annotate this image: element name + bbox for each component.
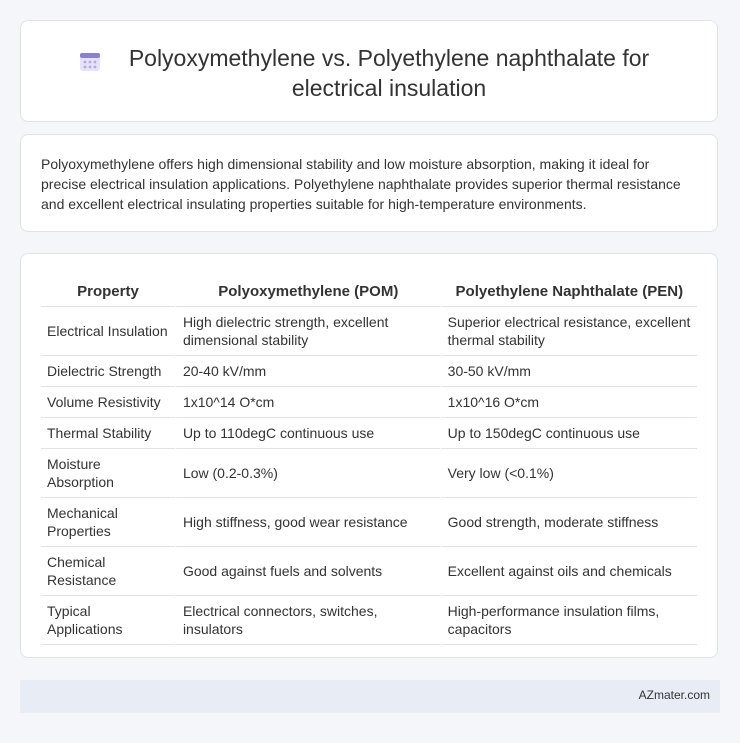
table-row <box>41 418 697 449</box>
row-property: Typical Applications <box>41 596 175 645</box>
row-pen-value: Up to 150degC continuous use <box>440 418 697 449</box>
calendar-icon <box>79 50 101 72</box>
row-property: Electrical Insulation <box>41 307 175 356</box>
title-wrap <box>21 43 717 103</box>
row-pen-value: Very low (<0.1%) <box>440 449 697 498</box>
comparison-card <box>20 253 718 658</box>
row-pom-value: Up to 110degC continuous use <box>175 418 440 449</box>
intro-text: Polyoxymethylene offers high dimensional stability and low moisture absorption, making it ideal for precise electrical insulation applications. Polyethylene naphthalate provides superior thermal resistance and excellent electrical insulating properties suitable for high-temperature environments. <box>41 156 681 212</box>
row-property: Dielectric Strength <box>41 356 175 387</box>
intro-card <box>20 134 718 232</box>
row-property: Volume Resistivity <box>41 387 175 418</box>
row-property: Thermal Stability <box>41 418 175 449</box>
table-header-row <box>41 274 697 307</box>
footer-brand: AZmater.com <box>638 688 710 702</box>
table-row <box>41 547 697 596</box>
title-card <box>20 20 718 122</box>
table-row <box>41 356 697 387</box>
row-property: Mechanical Properties <box>41 498 175 547</box>
row-pom-value: 20-40 kV/mm <box>175 356 440 387</box>
table-row <box>41 498 697 547</box>
header-pen: Polyethylene Naphthalate (PEN) <box>440 274 697 307</box>
row-pen-value: Good strength, moderate stiffness <box>440 498 697 547</box>
table-row <box>41 596 697 645</box>
row-pom-value: High dielectric strength, excellent dimensional stability <box>175 307 440 356</box>
row-pom-value: Electrical connectors, switches, insulators <box>175 596 440 645</box>
table-row <box>41 307 697 356</box>
comparison-table <box>41 274 697 645</box>
table-row <box>41 387 697 418</box>
row-property: Moisture Absorption <box>41 449 175 498</box>
table-row <box>41 449 697 498</box>
row-pom-value: High stiffness, good wear resistance <box>175 498 440 547</box>
row-pen-value: 1x10^16 O*cm <box>440 387 697 418</box>
header-property: Property <box>41 274 175 307</box>
row-pen-value: Superior electrical resistance, excellent thermal stability <box>440 307 697 356</box>
row-pen-value: High-performance insulation films, capacitors <box>440 596 697 645</box>
row-pen-value: 30-50 kV/mm <box>440 356 697 387</box>
row-pen-value: Excellent against oils and chemicals <box>440 547 697 596</box>
row-pom-value: Good against fuels and solvents <box>175 547 440 596</box>
page-title: Polyoxymethylene vs. Polyethylene naphthalate for electrical insulation <box>128 45 650 101</box>
row-property: Chemical Resistance <box>41 547 175 596</box>
row-pom-value: 1x10^14 O*cm <box>175 387 440 418</box>
footer-bar <box>20 680 720 713</box>
header-pom: Polyoxymethylene (POM) <box>175 274 440 307</box>
row-pom-value: Low (0.2-0.3%) <box>175 449 440 498</box>
